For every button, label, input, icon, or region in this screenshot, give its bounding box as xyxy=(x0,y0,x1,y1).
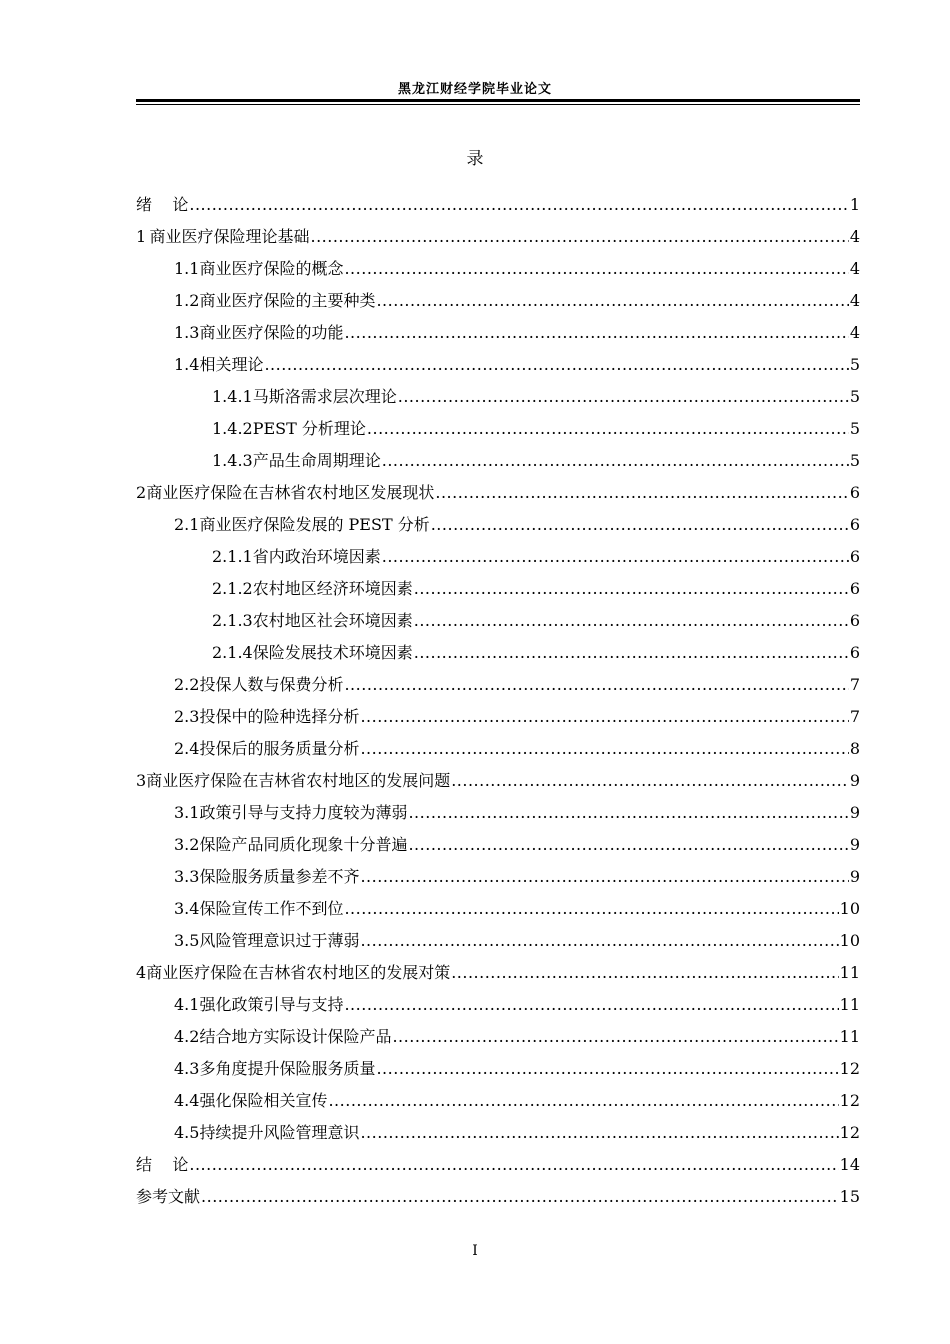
toc-entry[interactable] xyxy=(136,928,860,960)
toc-entry-number: 3 xyxy=(136,771,147,790)
toc-entry-label: 商业医疗保险的主要种类 xyxy=(199,291,376,310)
toc-entry-page: 5 xyxy=(849,355,860,374)
toc-entry[interactable] xyxy=(136,896,860,928)
toc-entry-page: 15 xyxy=(839,1187,860,1206)
toc-entry-label: 商业医疗保险理论基础 xyxy=(149,227,310,246)
toc-entry-label: 省内政治环境因素 xyxy=(252,547,381,566)
toc-entry[interactable] xyxy=(136,224,860,256)
toc-entry[interactable] xyxy=(136,992,860,1024)
toc-entry-page: 6 xyxy=(849,515,860,534)
toc-dot-leader xyxy=(360,707,848,726)
toc-dot-leader xyxy=(344,323,848,342)
toc-entry-page: 12 xyxy=(839,1059,860,1078)
toc-entry[interactable] xyxy=(136,800,860,832)
toc-entry-page: 4 xyxy=(849,227,860,246)
toc-title: 录 xyxy=(466,149,484,169)
toc-entry-page: 5 xyxy=(849,451,860,470)
toc-entry-page: 6 xyxy=(849,611,860,630)
toc-entry-label: 持续提升风险管理意识 xyxy=(199,1123,360,1142)
toc-entry-number: 2.1.4 xyxy=(212,643,253,662)
toc-entry[interactable] xyxy=(136,288,860,320)
toc-entry[interactable] xyxy=(136,480,860,512)
toc-entry-label: 商业医疗保险发展的 PEST 分析 xyxy=(199,515,430,534)
toc-entry-page: 6 xyxy=(849,547,860,566)
toc-dot-leader xyxy=(344,995,838,1014)
toc-entry[interactable] xyxy=(136,1120,860,1152)
toc-entry[interactable] xyxy=(136,320,860,352)
toc-entry-page: 12 xyxy=(839,1091,860,1110)
toc-dot-leader xyxy=(328,1091,838,1110)
toc-entry-number: 1.1 xyxy=(174,259,200,278)
toc-entry-label: 相关理论 xyxy=(199,355,264,374)
toc-entry-number: 3.1 xyxy=(174,803,200,822)
toc-dot-leader xyxy=(408,803,848,822)
toc-entry-label: 商业医疗保险的概念 xyxy=(199,259,344,278)
toc-dot-leader xyxy=(414,579,849,598)
toc-entry[interactable] xyxy=(136,256,860,288)
toc-dot-leader xyxy=(189,195,848,214)
toc-entry-number: 1.4.3 xyxy=(212,451,253,470)
toc-entry-page: 10 xyxy=(839,899,860,918)
toc-entry-number: 4.5 xyxy=(174,1123,200,1142)
toc-entry[interactable] xyxy=(136,352,860,384)
toc-dot-leader xyxy=(451,771,849,790)
toc-entry-page: 6 xyxy=(849,643,860,662)
toc-dot-leader xyxy=(382,547,849,566)
toc-dot-leader xyxy=(344,675,848,694)
toc-entry-number: 2 xyxy=(136,483,147,502)
header-rule-thick xyxy=(136,99,860,102)
toc-entry[interactable] xyxy=(136,704,860,736)
toc-entry[interactable] xyxy=(136,608,860,640)
toc-entry[interactable] xyxy=(136,960,860,992)
toc-entry-number: 3.3 xyxy=(174,867,200,886)
toc-entry-number: 2.1.3 xyxy=(212,611,253,630)
toc-entry-page: 14 xyxy=(839,1155,860,1174)
toc-entry-label: 保险服务质量参差不齐 xyxy=(199,867,360,886)
toc-entry-page: 11 xyxy=(839,963,860,982)
toc-dot-leader xyxy=(414,643,849,662)
toc-entry-page: 4 xyxy=(849,291,860,310)
toc-entry-number: 2.1.2 xyxy=(212,579,253,598)
toc-dot-leader xyxy=(201,1187,839,1206)
toc-entry-label: 政策引导与支持力度较为薄弱 xyxy=(199,803,408,822)
toc-dot-leader xyxy=(451,963,838,982)
toc-entry[interactable] xyxy=(136,1024,860,1056)
toc-dot-leader xyxy=(189,1155,838,1174)
toc-entry-page: 9 xyxy=(849,867,860,886)
toc-entry[interactable] xyxy=(136,1152,860,1184)
toc-entry-label: 强化政策引导与支持 xyxy=(199,995,344,1014)
toc-entry[interactable] xyxy=(136,1088,860,1120)
toc-dot-leader xyxy=(344,899,838,918)
toc-dot-leader xyxy=(435,483,848,502)
toc-entry-page: 7 xyxy=(849,675,860,694)
toc-entry-number: 2.2 xyxy=(174,675,200,694)
toc-entry-page: 5 xyxy=(849,387,860,406)
toc-entry-label: 保险宣传工作不到位 xyxy=(199,899,344,918)
toc-dot-leader xyxy=(408,835,848,854)
toc-dot-leader xyxy=(392,1027,838,1046)
toc-entry[interactable] xyxy=(136,384,860,416)
toc-entry-number: 2.1 xyxy=(174,515,200,534)
toc-entry[interactable] xyxy=(136,512,860,544)
toc-entry-label: 产品生命周期理论 xyxy=(252,451,381,470)
running-header: 黑龙江财经学院毕业论文 xyxy=(397,82,552,97)
toc-entry-page: 8 xyxy=(849,739,860,758)
toc-entry-number: 1.4 xyxy=(174,355,200,374)
toc-entry[interactable] xyxy=(136,576,860,608)
toc-entry[interactable] xyxy=(136,832,860,864)
toc-dot-leader xyxy=(360,1123,838,1142)
toc-entry-number: 1.4.1 xyxy=(212,387,253,406)
toc-entry-number: 4.1 xyxy=(174,995,200,1014)
toc-entry-number: 4 xyxy=(136,963,147,982)
toc-entry-page: 1 xyxy=(849,195,860,214)
toc-entry-page: 12 xyxy=(839,1123,860,1142)
toc-entry[interactable] xyxy=(136,864,860,896)
toc-entry-label: 结 论 xyxy=(136,1155,189,1174)
toc-entry-number: 2.4 xyxy=(174,739,200,758)
toc-dot-leader xyxy=(344,259,848,278)
toc-entry-number: 4.4 xyxy=(174,1091,200,1110)
toc-dot-leader xyxy=(382,451,849,470)
toc-entry-label: 绪 论 xyxy=(136,195,189,214)
toc-dot-leader xyxy=(360,739,848,758)
header-rule-thin xyxy=(136,104,860,105)
toc-dot-leader xyxy=(311,227,849,246)
toc-entry[interactable] xyxy=(136,672,860,704)
toc-entry[interactable] xyxy=(136,736,860,768)
toc-entry-label: 多角度提升保险服务质量 xyxy=(199,1059,376,1078)
toc-dot-leader xyxy=(367,419,849,438)
toc-entry-page: 9 xyxy=(849,803,860,822)
toc-entry[interactable] xyxy=(136,640,860,672)
toc-entry-page: 6 xyxy=(849,483,860,502)
toc-entry-page: 11 xyxy=(839,995,860,1014)
toc-entry[interactable] xyxy=(136,544,860,576)
page-number: I xyxy=(472,1243,478,1259)
toc-entry-number: 1.2 xyxy=(174,291,200,310)
toc-dot-leader xyxy=(376,1059,838,1078)
toc-entry-label: 商业医疗保险在吉林省农村地区发展现状 xyxy=(146,483,435,502)
toc-entry-label: 保险产品同质化现象十分普遍 xyxy=(199,835,408,854)
toc-entry-label: 商业医疗保险在吉林省农村地区的发展问题 xyxy=(146,771,451,790)
toc-entry-number: 3.4 xyxy=(174,899,200,918)
toc-entry[interactable] xyxy=(136,1056,860,1088)
table-of-contents xyxy=(136,192,860,1216)
toc-entry-number: 2.3 xyxy=(174,707,200,726)
toc-entry-label: 投保后的服务质量分析 xyxy=(199,739,360,758)
toc-entry-page: 11 xyxy=(839,1027,860,1046)
toc-entry-label: 投保人数与保费分析 xyxy=(199,675,344,694)
toc-dot-leader xyxy=(360,931,838,950)
toc-entry-label: 农村地区经济环境因素 xyxy=(252,579,413,598)
toc-entry-label: 强化保险相关宣传 xyxy=(199,1091,328,1110)
toc-entry-page: 10 xyxy=(839,931,860,950)
toc-entry-label: 商业医疗保险在吉林省农村地区的发展对策 xyxy=(146,963,451,982)
toc-entry-label: 马斯洛需求层次理论 xyxy=(252,387,397,406)
toc-entry-number: 1 xyxy=(136,227,147,246)
toc-entry-page: 7 xyxy=(849,707,860,726)
toc-dot-leader xyxy=(414,611,849,630)
toc-entry-number: 4.2 xyxy=(174,1027,200,1046)
toc-entry-number: 2.1.1 xyxy=(212,547,253,566)
toc-dot-leader xyxy=(264,355,848,374)
toc-dot-leader xyxy=(376,291,848,310)
toc-entry[interactable] xyxy=(136,416,860,448)
toc-entry-page: 4 xyxy=(849,323,860,342)
toc-entry-label: 风险管理意识过于薄弱 xyxy=(199,931,360,950)
toc-dot-leader xyxy=(398,387,849,406)
toc-entry[interactable] xyxy=(136,1184,860,1216)
toc-entry-number: 4.3 xyxy=(174,1059,200,1078)
toc-entry-page: 9 xyxy=(849,771,860,790)
toc-entry-label: 投保中的险种选择分析 xyxy=(199,707,360,726)
toc-entry-number: 3.5 xyxy=(174,931,200,950)
toc-entry-label: 结合地方实际设计保险产品 xyxy=(199,1027,392,1046)
toc-entry-number: 1.4.2 xyxy=(212,419,253,438)
toc-entry[interactable] xyxy=(136,448,860,480)
toc-dot-leader xyxy=(431,515,849,534)
toc-entry-label: 商业医疗保险的功能 xyxy=(199,323,344,342)
toc-entry-page: 6 xyxy=(849,579,860,598)
toc-entry-page: 4 xyxy=(849,259,860,278)
toc-entry-label: 保险发展技术环境因素 xyxy=(252,643,413,662)
toc-entry-label: 参考文献 xyxy=(136,1187,201,1206)
toc-entry-page: 9 xyxy=(849,835,860,854)
toc-entry-page: 5 xyxy=(849,419,860,438)
toc-entry-label: PEST 分析理论 xyxy=(252,419,366,438)
toc-entry-label: 农村地区社会环境因素 xyxy=(252,611,413,630)
toc-entry[interactable] xyxy=(136,768,860,800)
toc-entry[interactable] xyxy=(136,192,860,224)
toc-dot-leader xyxy=(360,867,848,886)
toc-entry-number: 1.3 xyxy=(174,323,200,342)
toc-entry-number: 3.2 xyxy=(174,835,200,854)
